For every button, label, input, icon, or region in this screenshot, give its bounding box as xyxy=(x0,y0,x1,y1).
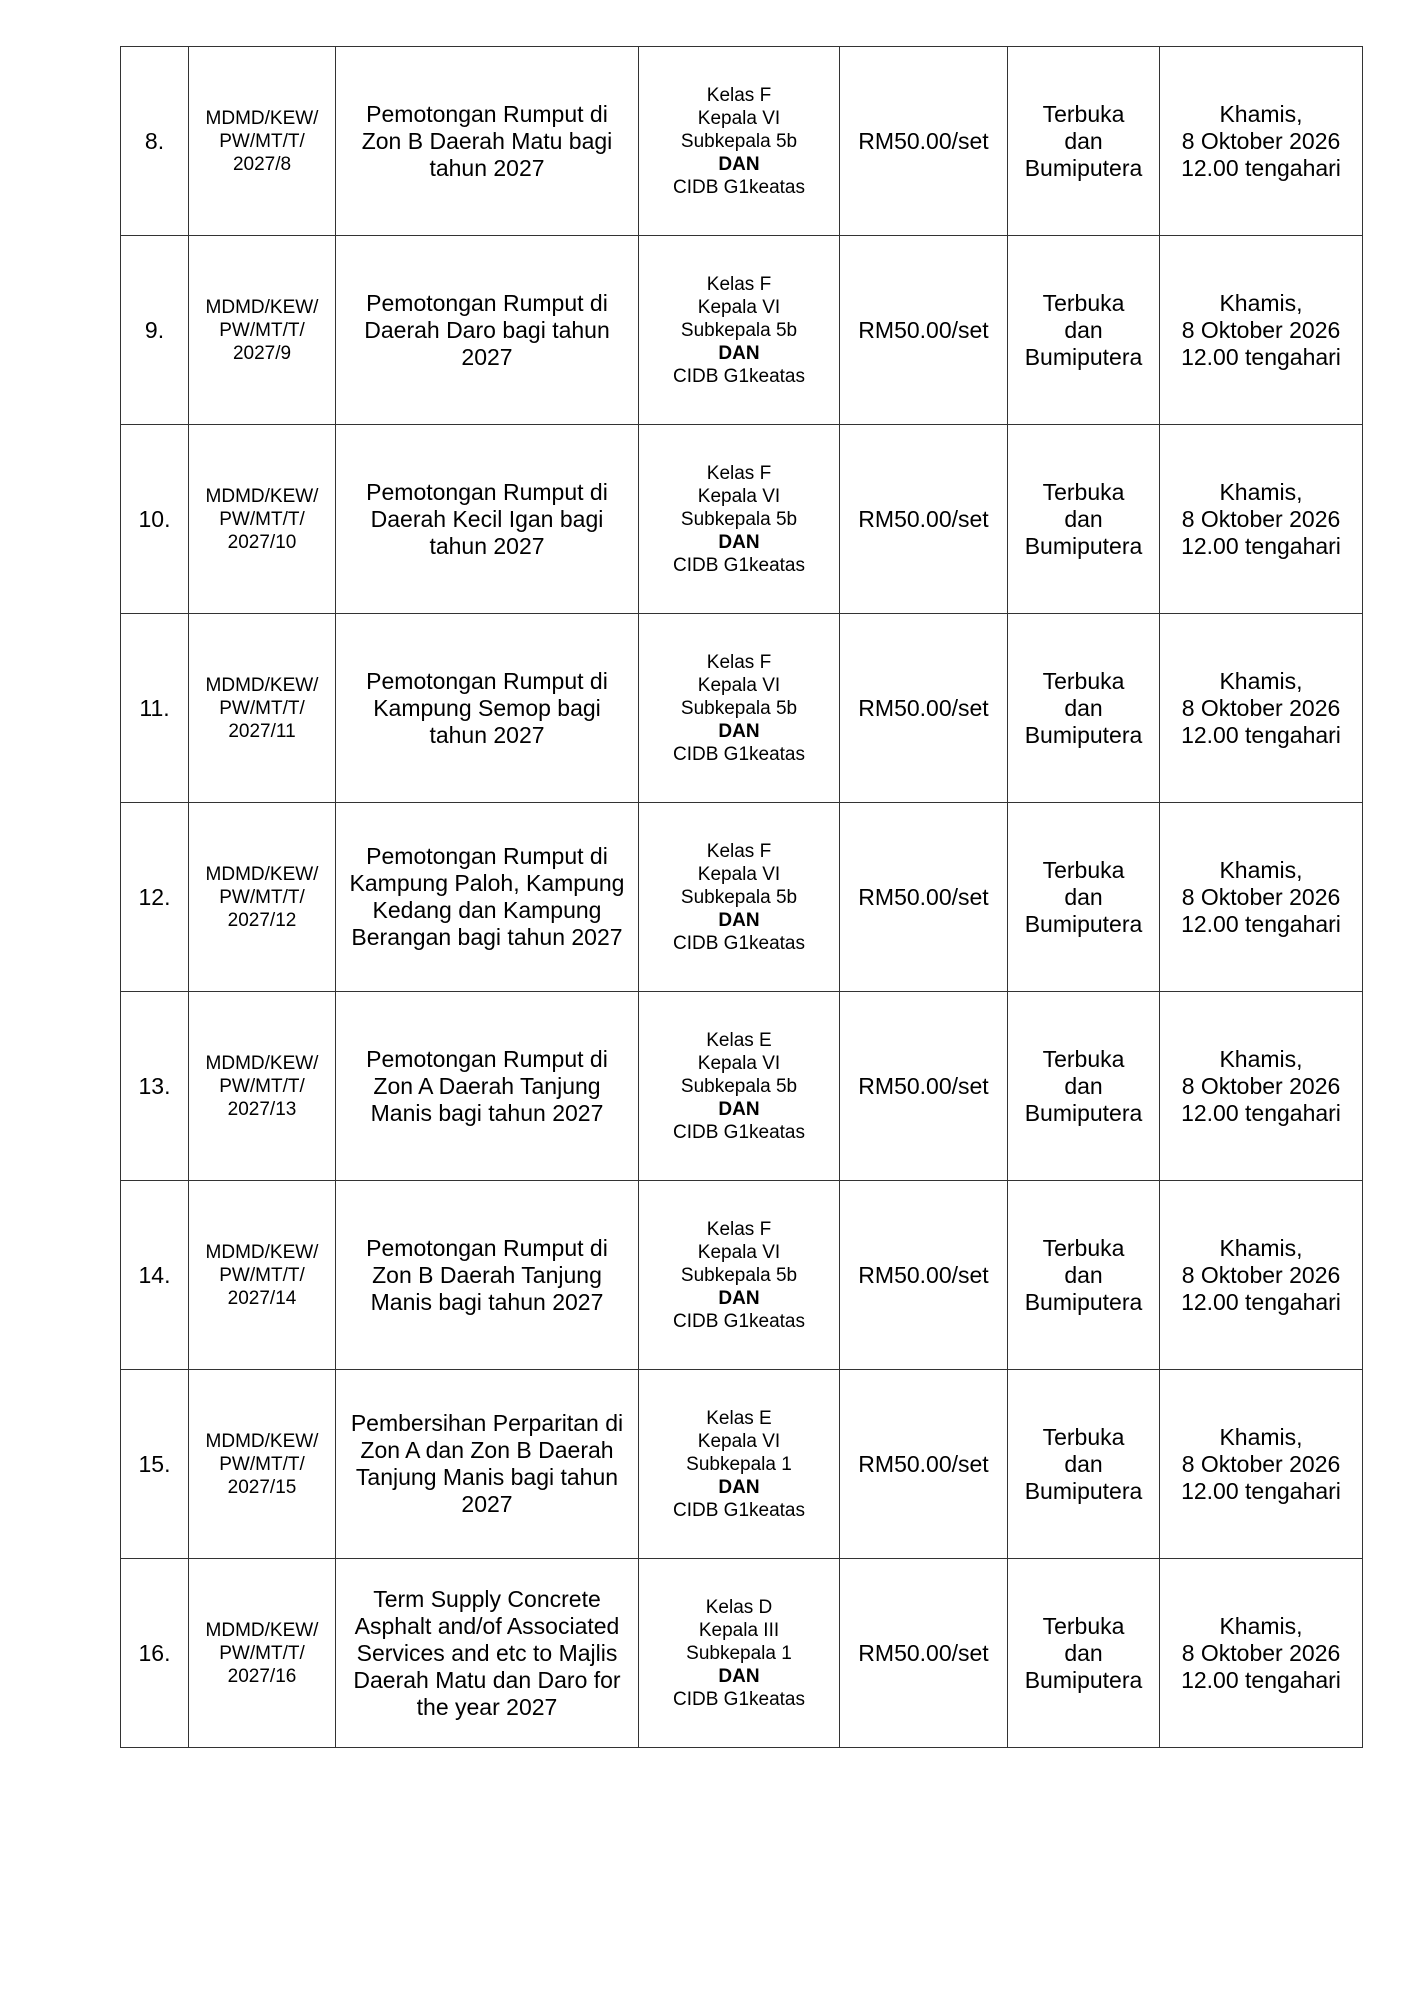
table-row xyxy=(121,236,1363,425)
cell-line: 8 Oktober 2026 xyxy=(1181,1072,1341,1099)
item-number: 12. xyxy=(121,803,189,992)
table-row xyxy=(121,1559,1363,1748)
cell-line: Manis bagi tahun 2027 xyxy=(370,1099,604,1126)
cell-line: Bumiputera xyxy=(1024,1288,1143,1315)
tender-title xyxy=(336,425,639,614)
cell-line: CIDB G1keatas xyxy=(673,743,805,765)
cell-line: Kelas E xyxy=(706,1407,772,1429)
cell-line: Bumiputera xyxy=(1024,910,1143,937)
table-row xyxy=(121,47,1363,236)
cell-line: 2027/14 xyxy=(227,1287,297,1309)
eligibility xyxy=(1008,236,1160,425)
cell-line: MDMD/KEW/ xyxy=(205,485,319,507)
cell-line: Kelas F xyxy=(706,651,772,673)
cell-line: Zon A Daerah Tanjung xyxy=(373,1072,601,1099)
cell-line: Kelas F xyxy=(706,273,772,295)
cell-line: 12.00 tengahari xyxy=(1181,721,1341,748)
cell-line: Pemotongan Rumput di xyxy=(366,478,608,505)
cell-line: Subkepala 5b xyxy=(680,697,798,719)
cell-line: Subkepala 5b xyxy=(680,1075,798,1097)
cell-line: Subkepala 5b xyxy=(680,130,798,152)
cell-line: Kepala VI xyxy=(697,863,781,885)
cell-line: Terbuka xyxy=(1042,1045,1125,1072)
cell-line: Khamis, xyxy=(1219,856,1303,883)
table-row xyxy=(121,803,1363,992)
cell-line: Subkepala 5b xyxy=(680,886,798,908)
cell-line: Subkepala 5b xyxy=(680,319,798,341)
cell-line: Terbuka xyxy=(1042,856,1125,883)
tender-title xyxy=(336,803,639,992)
contractor-class xyxy=(639,47,840,236)
cell-line: MDMD/KEW/ xyxy=(205,296,319,318)
tender-reference xyxy=(189,1370,336,1559)
cell-line: PW/MT/T/ xyxy=(219,1453,305,1475)
cell-line: CIDB G1keatas xyxy=(673,1688,805,1710)
cell-line: Bumiputera xyxy=(1024,154,1143,181)
cell-line: 8 Oktober 2026 xyxy=(1181,1639,1341,1666)
cell-line: Bumiputera xyxy=(1024,1477,1143,1504)
cell-line: Terbuka xyxy=(1042,1612,1125,1639)
closing-date xyxy=(1160,1559,1363,1748)
cell-line: Kelas E xyxy=(706,1029,772,1051)
cell-line: Bumiputera xyxy=(1024,721,1143,748)
cell-line: Subkepala 5b xyxy=(680,508,798,530)
cell-line: Khamis, xyxy=(1219,478,1303,505)
eligibility xyxy=(1008,1370,1160,1559)
document-fee: RM50.00/set xyxy=(840,992,1008,1181)
tender-title xyxy=(336,47,639,236)
cell-line: CIDB G1keatas xyxy=(673,365,805,387)
contractor-class xyxy=(639,1181,840,1370)
cell-line: Khamis, xyxy=(1219,100,1303,127)
cell-line: Bumiputera xyxy=(1024,532,1143,559)
cell-line: Kepala VI xyxy=(697,674,781,696)
cell-line: dan xyxy=(1064,316,1103,343)
cell-line: 2027/9 xyxy=(232,342,292,364)
cell-line: Kepala VI xyxy=(697,296,781,318)
eligibility xyxy=(1008,803,1160,992)
closing-date xyxy=(1160,992,1363,1181)
cell-line: PW/MT/T/ xyxy=(219,1642,305,1664)
cell-line: Khamis, xyxy=(1219,1612,1303,1639)
closing-date xyxy=(1160,425,1363,614)
cell-line: 12.00 tengahari xyxy=(1181,1666,1341,1693)
closing-date xyxy=(1160,1370,1363,1559)
cell-line: 12.00 tengahari xyxy=(1181,1099,1341,1126)
cell-line: Zon B Daerah Matu bagi xyxy=(361,127,613,154)
document-fee: RM50.00/set xyxy=(840,425,1008,614)
cell-line: MDMD/KEW/ xyxy=(205,1430,319,1452)
cell-line: Kepala III xyxy=(698,1619,780,1641)
cell-line: 8 Oktober 2026 xyxy=(1181,694,1341,721)
cell-line: Term Supply Concrete xyxy=(373,1585,601,1612)
cell-line: Pemotongan Rumput di xyxy=(366,667,608,694)
cell-line: dan xyxy=(1064,694,1103,721)
contractor-class xyxy=(639,1559,840,1748)
cell-line: Zon B Daerah Tanjung xyxy=(372,1261,602,1288)
document-fee: RM50.00/set xyxy=(840,236,1008,425)
table-row xyxy=(121,1181,1363,1370)
tender-reference xyxy=(189,236,336,425)
cell-line: MDMD/KEW/ xyxy=(205,1241,319,1263)
cell-line: 8 Oktober 2026 xyxy=(1181,127,1341,154)
cell-line: Asphalt and/of Associated xyxy=(354,1612,620,1639)
cell-line: Bumiputera xyxy=(1024,1099,1143,1126)
cell-line: Terbuka xyxy=(1042,478,1125,505)
closing-date xyxy=(1160,47,1363,236)
cell-line: Zon A dan Zon B Daerah xyxy=(360,1437,614,1463)
document-fee: RM50.00/set xyxy=(840,614,1008,803)
tender-reference xyxy=(189,992,336,1181)
cell-line: Berangan bagi tahun 2027 xyxy=(351,924,623,950)
item-number: 8. xyxy=(121,47,189,236)
cell-line: Kampung Semop bagi xyxy=(373,694,601,721)
cell-line: MDMD/KEW/ xyxy=(205,1052,319,1074)
cell-line: Terbuka xyxy=(1042,667,1125,694)
cell-line: Daerah Matu dan Daro for xyxy=(353,1666,621,1693)
cell-line: DAN xyxy=(718,1287,760,1309)
tender-reference xyxy=(189,614,336,803)
document-fee: RM50.00/set xyxy=(840,47,1008,236)
cell-line: dan xyxy=(1064,1072,1103,1099)
item-number: 10. xyxy=(121,425,189,614)
table-row xyxy=(121,425,1363,614)
cell-line: PW/MT/T/ xyxy=(219,1075,305,1097)
cell-line: Pemotongan Rumput di xyxy=(366,100,608,127)
cell-line: 2027/16 xyxy=(227,1665,297,1687)
eligibility xyxy=(1008,47,1160,236)
cell-line: Khamis, xyxy=(1219,1234,1303,1261)
cell-line: 2027/11 xyxy=(228,720,296,742)
cell-line: dan xyxy=(1064,883,1103,910)
cell-line: Khamis, xyxy=(1219,1045,1303,1072)
cell-line: Daerah Daro bagi tahun xyxy=(364,316,610,343)
cell-line: tahun 2027 xyxy=(429,154,545,181)
cell-line: 8 Oktober 2026 xyxy=(1181,1450,1341,1477)
closing-date xyxy=(1160,803,1363,992)
cell-line: Kelas F xyxy=(706,840,772,862)
cell-line: Kepala VI xyxy=(697,485,781,507)
cell-line: Subkepala 1 xyxy=(686,1642,792,1664)
tender-reference xyxy=(189,47,336,236)
cell-line: Terbuka xyxy=(1042,289,1125,316)
cell-line: dan xyxy=(1064,505,1103,532)
cell-line: 12.00 tengahari xyxy=(1181,1288,1341,1315)
cell-line: Services and etc to Majlis xyxy=(356,1639,618,1666)
cell-line: Pemotongan Rumput di xyxy=(366,289,608,316)
cell-line: Terbuka xyxy=(1042,1234,1125,1261)
cell-line: Pemotongan Rumput di xyxy=(366,843,608,869)
document-fee: RM50.00/set xyxy=(840,1559,1008,1748)
cell-line: Kelas D xyxy=(705,1596,773,1618)
document-fee: RM50.00/set xyxy=(840,1181,1008,1370)
cell-line: dan xyxy=(1064,1639,1103,1666)
cell-line: Kepala VI xyxy=(697,1241,781,1263)
cell-line: 2027/13 xyxy=(227,1098,297,1120)
cell-line: 12.00 tengahari xyxy=(1181,910,1341,937)
cell-line: Daerah Kecil Igan bagi xyxy=(370,505,604,532)
cell-line: 2027/10 xyxy=(227,531,297,553)
table-row xyxy=(121,1370,1363,1559)
cell-line: MDMD/KEW/ xyxy=(205,107,319,129)
cell-line: 8 Oktober 2026 xyxy=(1181,316,1341,343)
cell-line: Kepala VI xyxy=(697,1430,781,1452)
cell-line: Pemotongan Rumput di xyxy=(366,1045,608,1072)
cell-line: DAN xyxy=(718,342,760,364)
cell-line: MDMD/KEW/ xyxy=(205,1619,319,1641)
closing-date xyxy=(1160,614,1363,803)
cell-line: Bumiputera xyxy=(1024,1666,1143,1693)
cell-line: DAN xyxy=(718,153,760,175)
tender-reference xyxy=(189,1559,336,1748)
tender-title xyxy=(336,236,639,425)
tender-title xyxy=(336,1181,639,1370)
contractor-class xyxy=(639,992,840,1181)
cell-line: Kelas F xyxy=(706,84,772,106)
eligibility xyxy=(1008,425,1160,614)
cell-line: CIDB G1keatas xyxy=(673,1310,805,1332)
tender-reference xyxy=(189,803,336,992)
cell-line: Tanjung Manis bagi tahun xyxy=(355,1464,619,1490)
cell-line: Kepala VI xyxy=(697,107,781,129)
cell-line: Kedang dan Kampung xyxy=(372,897,602,923)
contractor-class xyxy=(639,1370,840,1559)
eligibility xyxy=(1008,614,1160,803)
eligibility xyxy=(1008,1181,1160,1370)
cell-line: CIDB G1keatas xyxy=(673,1121,805,1143)
eligibility xyxy=(1008,992,1160,1181)
cell-line: PW/MT/T/ xyxy=(219,508,305,530)
cell-line: Subkepala 1 xyxy=(686,1453,792,1475)
cell-line: PW/MT/T/ xyxy=(219,130,305,152)
contractor-class xyxy=(639,236,840,425)
cell-line: Kelas F xyxy=(706,462,772,484)
cell-line: CIDB G1keatas xyxy=(673,1499,805,1521)
item-number: 13. xyxy=(121,992,189,1181)
cell-line: CIDB G1keatas xyxy=(673,932,805,954)
cell-line: 2027/8 xyxy=(232,153,292,175)
item-number: 15. xyxy=(121,1370,189,1559)
tender-reference xyxy=(189,425,336,614)
item-number: 16. xyxy=(121,1559,189,1748)
cell-line: 2027/12 xyxy=(227,909,297,931)
cell-line: Kelas F xyxy=(706,1218,772,1240)
document-fee: RM50.00/set xyxy=(840,1370,1008,1559)
cell-line: CIDB G1keatas xyxy=(673,176,805,198)
cell-line: PW/MT/T/ xyxy=(219,1264,305,1286)
closing-date xyxy=(1160,236,1363,425)
cell-line: DAN xyxy=(718,531,760,553)
cell-line: 8 Oktober 2026 xyxy=(1181,1261,1341,1288)
cell-line: PW/MT/T/ xyxy=(219,319,305,341)
cell-line: PW/MT/T/ xyxy=(219,886,305,908)
table-row xyxy=(121,992,1363,1181)
tender-title xyxy=(336,614,639,803)
cell-line: Khamis, xyxy=(1219,667,1303,694)
cell-line: the year 2027 xyxy=(416,1693,558,1720)
cell-line: tahun 2027 xyxy=(429,721,545,748)
item-number: 11. xyxy=(121,614,189,803)
tender-table-body xyxy=(121,47,1363,1748)
cell-line: dan xyxy=(1064,1450,1103,1477)
cell-line: Bumiputera xyxy=(1024,343,1143,370)
cell-line: Manis bagi tahun 2027 xyxy=(370,1288,604,1315)
tender-title xyxy=(336,1559,639,1748)
eligibility xyxy=(1008,1559,1160,1748)
cell-line: Terbuka xyxy=(1042,1423,1125,1450)
cell-line: tahun 2027 xyxy=(429,532,545,559)
cell-line: Khamis, xyxy=(1219,289,1303,316)
table-row xyxy=(121,614,1363,803)
cell-line: 12.00 tengahari xyxy=(1181,343,1341,370)
cell-line: Subkepala 5b xyxy=(680,1264,798,1286)
cell-line: 8 Oktober 2026 xyxy=(1181,883,1341,910)
cell-line: DAN xyxy=(718,909,760,931)
cell-line: Kepala VI xyxy=(697,1052,781,1074)
cell-line: Kampung Paloh, Kampung xyxy=(349,870,625,896)
document-fee: RM50.00/set xyxy=(840,803,1008,992)
cell-line: Terbuka xyxy=(1042,100,1125,127)
tender-table xyxy=(120,46,1363,1748)
cell-line: 12.00 tengahari xyxy=(1181,1477,1341,1504)
cell-line: dan xyxy=(1064,1261,1103,1288)
cell-line: 12.00 tengahari xyxy=(1181,532,1341,559)
cell-line: PW/MT/T/ xyxy=(219,697,305,719)
cell-line: DAN xyxy=(718,1476,760,1498)
cell-line: 2027 xyxy=(461,1491,513,1517)
closing-date xyxy=(1160,1181,1363,1370)
cell-line: MDMD/KEW/ xyxy=(205,674,319,696)
contractor-class xyxy=(639,614,840,803)
cell-line: Pembersihan Perparitan di xyxy=(350,1410,624,1436)
cell-line: CIDB G1keatas xyxy=(673,554,805,576)
cell-line: DAN xyxy=(718,1665,760,1687)
cell-line: 2027/15 xyxy=(227,1476,297,1498)
cell-line: dan xyxy=(1064,127,1103,154)
cell-line: Pemotongan Rumput di xyxy=(366,1234,608,1261)
tender-title xyxy=(336,992,639,1181)
cell-line: DAN xyxy=(718,720,760,742)
cell-line: 2027 xyxy=(461,343,513,370)
contractor-class xyxy=(639,425,840,614)
tender-title xyxy=(336,1370,639,1559)
item-number: 14. xyxy=(121,1181,189,1370)
cell-line: MDMD/KEW/ xyxy=(205,863,319,885)
cell-line: Khamis, xyxy=(1219,1423,1303,1450)
cell-line: 8 Oktober 2026 xyxy=(1181,505,1341,532)
contractor-class xyxy=(639,803,840,992)
tender-reference xyxy=(189,1181,336,1370)
cell-line: 12.00 tengahari xyxy=(1181,154,1341,181)
item-number: 9. xyxy=(121,236,189,425)
cell-line: DAN xyxy=(718,1098,760,1120)
